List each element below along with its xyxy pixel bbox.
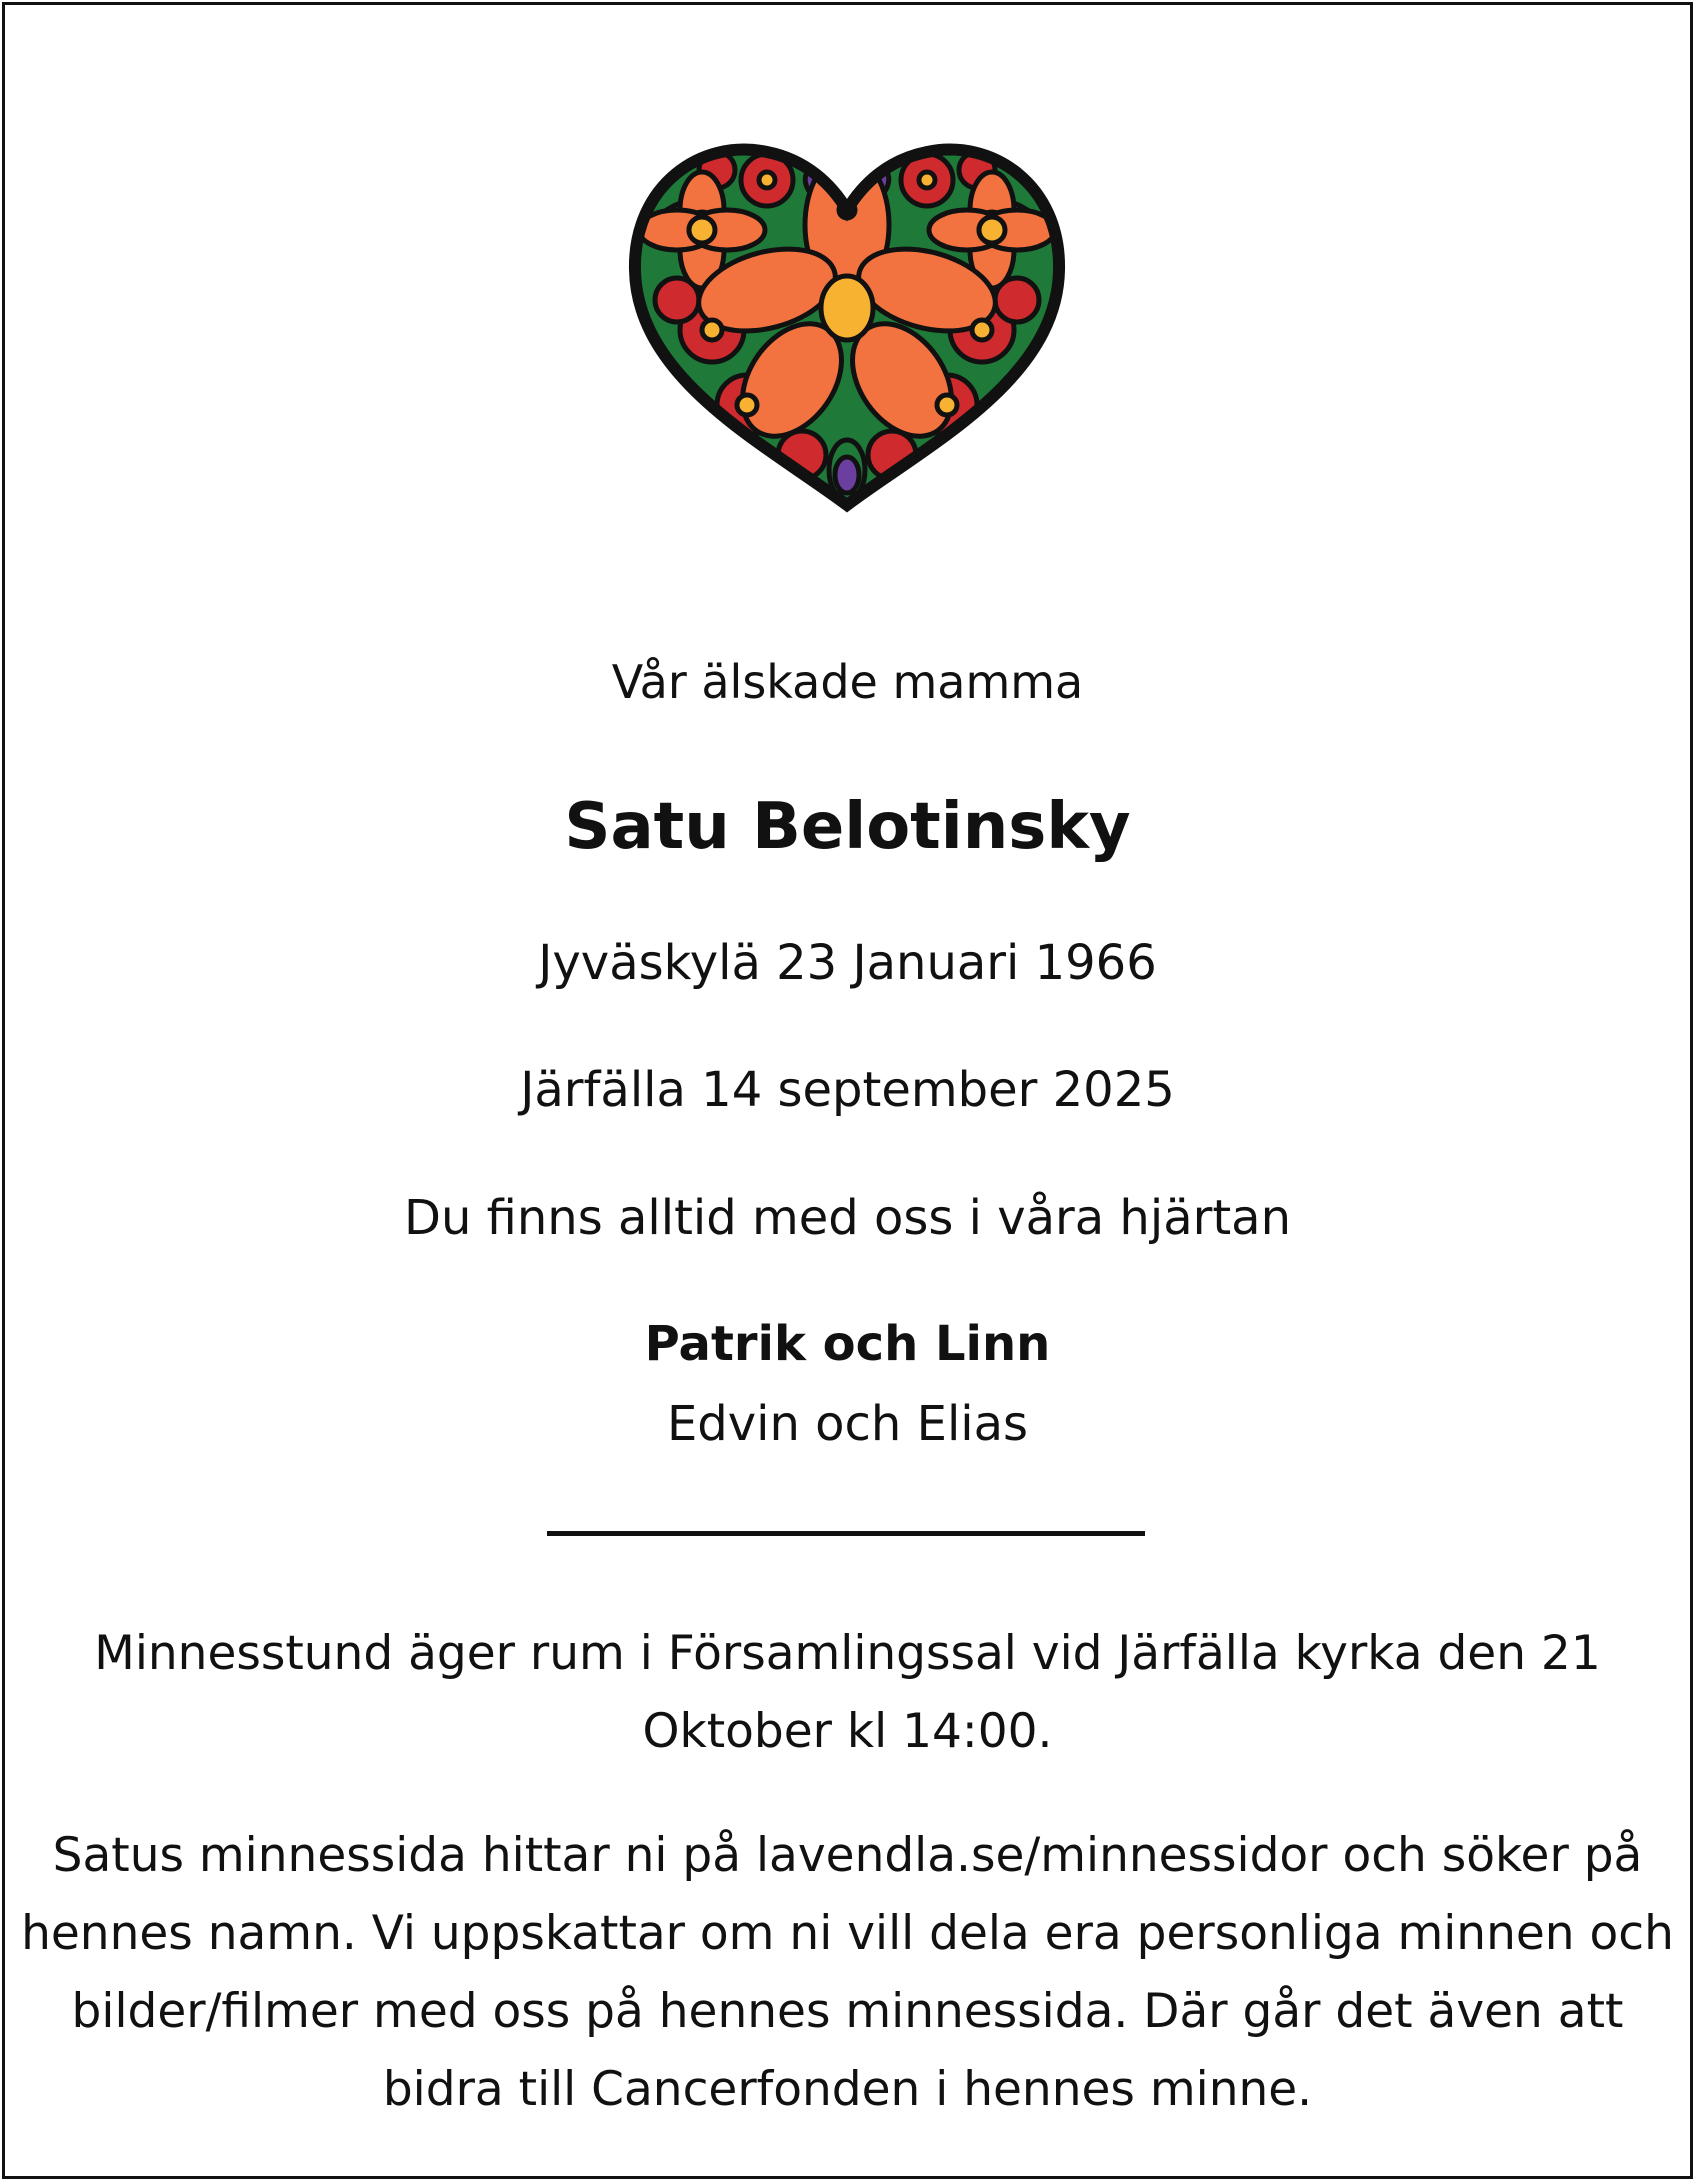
memorial-info: Minnesstund äger rum i Församlingssal vid Järfälla kyrka den 21 Oktober kl 14:00. <box>94 1626 1601 1759</box>
deceased-name: Satu Belotinsky <box>564 790 1131 864</box>
intro-text: Vår älskade mamma <box>611 655 1084 709</box>
family-secondary: Edvin och Elias <box>666 1396 1029 1452</box>
family-primary: Patrik och Linn <box>644 1316 1051 1372</box>
birth-date: Jyväskylä 23 Januari 1966 <box>538 935 1157 991</box>
divider <box>547 1531 1145 1536</box>
flower-heart-icon <box>617 130 1077 520</box>
death-date: Järfälla 14 september 2025 <box>520 1062 1175 1118</box>
verse-text: Du finns alltid med oss i våra hjärtan <box>404 1190 1291 1246</box>
memorial-website-info: Satus minnessida hittar ni på lavendla.se/minnessidor och söker på hennes namn. Vi uppskattar om ni vill dela era personliga minnen och bilder/filmer med oss på hennes minnessida. Där går det även att bidra till Cancerfonden i hennes minne. <box>21 1828 1674 2117</box>
